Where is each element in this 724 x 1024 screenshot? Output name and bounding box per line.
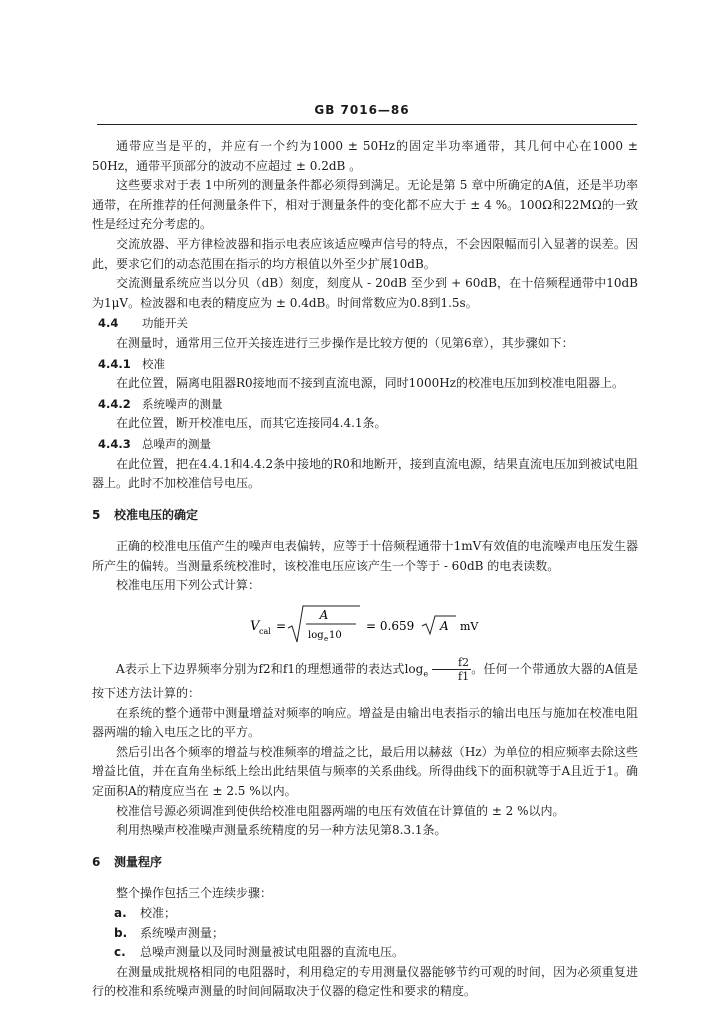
section-title: 校准 [142, 356, 165, 371]
formula-lhs-sub: cal [259, 627, 271, 637]
list-item-label: a. [114, 905, 127, 920]
list-item-label: c. [114, 945, 126, 960]
formula-graphic [242, 602, 502, 648]
list-item-text: 系统噪声测量； [140, 925, 225, 940]
paragraph-detector: 交流放器、平方律检波器和指示电表应该适应噪声信号的特点，不会因限幅而引入显著的误差。因此，要求它们的动态范围在指示的均方根值以外至少扩展10dB。 [92, 236, 638, 271]
a-def-fraction-den: f1 [458, 670, 470, 684]
paragraph-batch-measure: 在测量成批规格相同的电阻器时，利用稳定的专用测量仪器能够节约可观的时间，因为必须重复进行的校准和系统噪声测量的时间间隔取决于仪器的稳定性和要求的精度。 [92, 964, 638, 999]
section-4-4-1-heading [92, 355, 638, 375]
calibration-formula [92, 600, 638, 650]
formula-den-sub: e [324, 635, 329, 644]
section-title: 系统噪声的测量 [142, 396, 223, 411]
formula-eq1: = [276, 619, 287, 634]
section-number: 4.4.3 [98, 436, 131, 451]
list-item [114, 904, 638, 924]
section-5-heading [92, 506, 638, 526]
section-4-4-heading [92, 314, 638, 334]
paragraph-switch-intro: 在测量时，通常用三位开关接连进行三步操作是比较方便的（见第6章），其步骤如下： [116, 335, 574, 350]
a-def-log-base: e [423, 669, 429, 679]
formula-den-tail: 10 [329, 630, 342, 642]
procedure-list [92, 904, 638, 963]
paragraph-source-accuracy: 校准信号源必须调准到使供给校准电阻器两端的电压有效值在计算值的 ± 2 %以内。 [116, 803, 565, 818]
list-item-text: 总噪声测量以及同时测量被试电阻器的直流电压。 [140, 945, 405, 960]
section-4-4-3-heading [92, 435, 638, 455]
paragraph-passband: 通带应当是平的，并应有一个约为1000 ± 50Hz的固定半功率通带，其几何中心在1000 ± 50Hz，通带平顶部分的波动不应超过 ± 0.2dB 。 [92, 139, 638, 173]
formula-unit: mV [460, 620, 479, 634]
paragraph-procedure-intro: 整个操作包括三个连续步骤： [116, 886, 273, 901]
paragraph-gain-ratio: 然后引出各个频率的增益与校准频率的增益之比，最后用以赫兹（Hz）为单位的相应频率去除这些增益比值，并在直角坐标纸上绘出此结果值与频率的关系曲线。所得曲线下的面积就等于A且近于1。确定面积A的精度应当在 ± 2.5 %以内。 [92, 744, 638, 799]
paragraph-scale: 交流测量系统应当以分贝（dB）刻度，刻度从 - 20dB 至少到 + 60dB，在十倍频程通带中10dB为1μV。检波器和电表的精度应为 ± 0.4dB。时间常数应为0.8到1.5s。 [92, 276, 638, 310]
section-title: 校准电压的确定 [114, 507, 199, 522]
section-number: 5 [92, 507, 101, 522]
page-header: GB 7016—86 [314, 103, 410, 117]
formula-den-log: log [308, 630, 324, 642]
paragraph-thermal-noise: 利用热噪声校准噪声测量系统精度的另一种方法见第8.3.1条。 [116, 823, 447, 838]
section-number: 4.4.2 [98, 396, 131, 411]
section-number: 4.4 [98, 316, 119, 331]
paragraph-formula-intro: 校准电压用下列公式计算： [116, 578, 261, 593]
section-number: 4.4.1 [98, 356, 131, 371]
paragraph-a-definition [92, 656, 638, 704]
header-rule [97, 124, 637, 125]
section-title: 总噪声的测量 [142, 436, 211, 451]
a-def-text-2: 。任何一个带通放大器的A值是按下述方法计算的： [92, 662, 638, 701]
paragraph-calibration: 在此位置，隔离电阻器R0接地而不接到直流电源，同时1000Hz的校准电压加到校准电阻器上。 [116, 376, 624, 391]
section-number: 6 [92, 854, 101, 869]
paragraph-calibration-voltage: 正确的校准电压值产生的噪声电表偏转，应等于十倍频程通带十1mV有效值的电流噪声电压发生器所产生的偏转。当测量系统校准时，该校准电压应该产生一个等于 - 60dB 的电表读数。 [92, 539, 638, 573]
formula-numerator: A [319, 608, 329, 623]
formula-rhs-var: A [440, 619, 449, 634]
formula-sqrt-2 [422, 616, 456, 634]
list-item [114, 924, 638, 944]
section-6-heading [92, 853, 638, 873]
paragraph-requirements: 这些要求对于表 1中所列的测量条件都必须得到满足。无论是第 5 章中所确定的A值，还是半功率通带，在所推荐的任何测量条件下，相对于测量条件的变化都不应大于 ± 4 %。100Ω和22MΩ的一致性是经过充分考虑的。 [92, 178, 638, 232]
formula-eq2: = 0.659 [366, 619, 415, 634]
formula-lhs: V [250, 619, 260, 635]
a-def-fraction [432, 656, 471, 683]
list-item [114, 943, 638, 963]
paragraph-gain-measure: 在系统的整个通带中测量增益对频率的响应。增益是由输出电表指示的输出电压与施加在校准电阻器两端的输入电压之比的平方。 [92, 705, 638, 740]
list-item-label: b. [114, 925, 128, 940]
section-title: 功能开关 [142, 316, 188, 331]
paragraph-total-noise: 在此位置，把在4.4.1和4.4.2条中接地的R0和地断开，接到直流电源，结果直流电压加到被试电阻器上。此时不加校准信号电压。 [92, 456, 638, 491]
paragraph-system-noise: 在此位置，断开校准电压，而其它连接同4.4.1条。 [116, 416, 387, 431]
list-item-text: 校准； [140, 905, 177, 920]
section-title: 测量程序 [114, 854, 163, 869]
section-4-4-2-heading [92, 395, 638, 415]
a-def-fraction-num: f2 [432, 656, 471, 670]
a-def-text-1: A表示上下边界频率分别为f2和f1的理想通带的表达式log [116, 662, 424, 677]
document-body [92, 137, 638, 1002]
